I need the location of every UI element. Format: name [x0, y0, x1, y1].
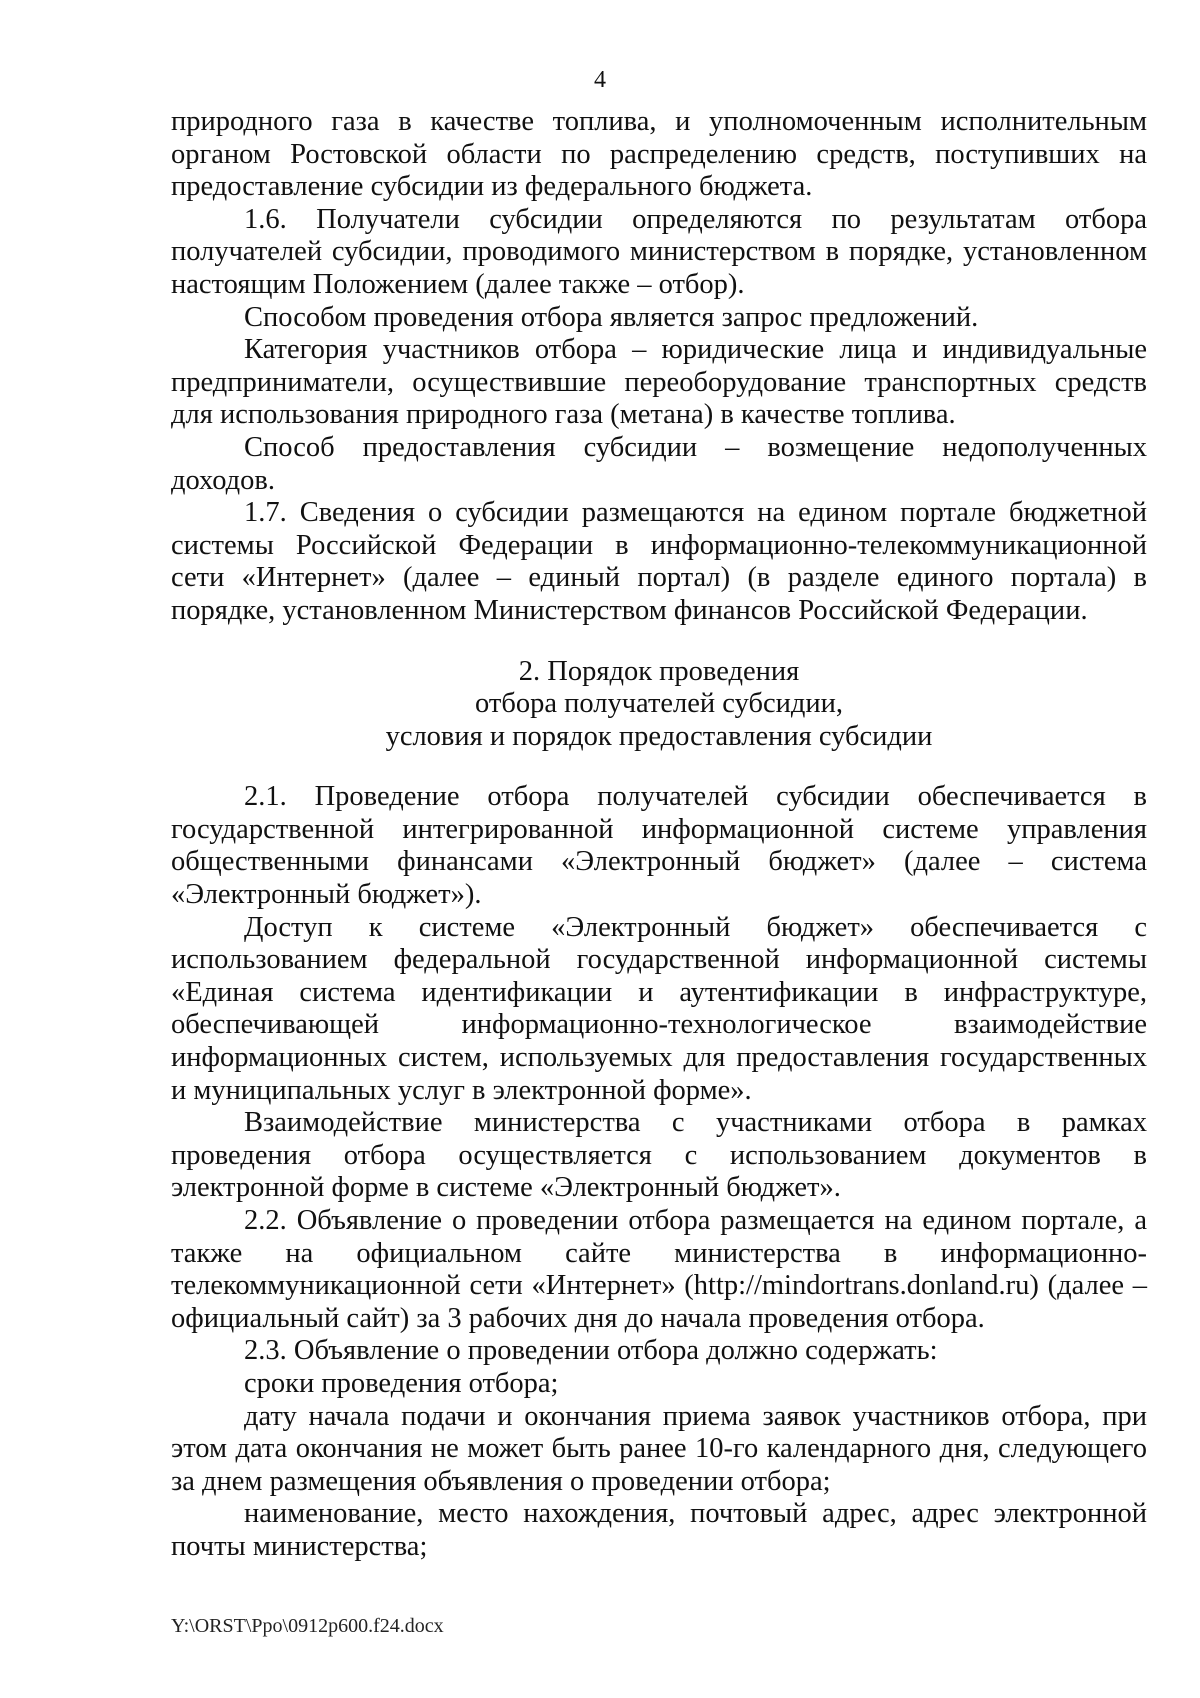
paragraphs-after [171, 781, 1147, 1563]
section-heading-line: отбора получателей субсидии, [475, 688, 843, 720]
list-item: наименование, место нахождения, почтовый адрес, адрес электронной почты министерства; [171, 1498, 1147, 1562]
paragraph-2-1: 2.1. Проведение отбора получателей субсидии обеспечивается в государственной интегрированной информационной системе управления общественными финансами «Электронный бюджет» (далее – система «Электронный бюджет»). [171, 781, 1147, 911]
paragraph-2-3: 2.3. Объявление о проведении отбора должно содержать: [244, 1335, 938, 1367]
paragraph-1-7: 1.7. Сведения о субсидии размещаются на едином портале бюджетной системы Российской Федерации в информационно-телекоммуникационной сети «Интернет» (далее – единый портал) (в разделе единого портала) в порядке, установленном Министерством финансов Российской Федерации. [171, 497, 1147, 626]
page-number: 4 [594, 67, 606, 93]
section-heading [171, 656, 1147, 754]
footer-file-path: Y:\ORST\Ppo\0912p600.f24.docx [171, 1615, 444, 1637]
paragraph-2-2: 2.2. Объявление о проведении отбора размещается на едином портале, а также на официальном сайте министерства в информационно-телекоммуникационной сети «Интернет» (http://mindortrans.donland.ru) (далее – официальный сайт) за 3 рабочих дня до начала проведения отбора. [171, 1205, 1147, 1334]
paragraph: Доступ к системе «Электронный бюджет» обеспечивается с использованием федеральной государственной информационной системы «Единая система идентификации и аутентификации в инфраструктуре, обеспечивающей информационно-технологическое взаимодействие информационных систем, используемых для предоставления государственных и муниципальных услуг в электронной форме». [171, 911, 1147, 1106]
list-item: дату начала подачи и окончания приема заявок участников отбора, при этом дата окончания не может быть ранее 10-го календарного дня, следующего за днем размещения объявления о проведении отбора; [171, 1400, 1147, 1497]
paragraph: Категория участников отбора – юридические лица и индивидуальные предприниматели, осуществившие переоборудование транспортных средств для использования природного газа (метана) в качестве топлива. [171, 334, 1147, 431]
document-body [171, 106, 1147, 1564]
section-heading-line: условия и порядок предоставления субсидии [385, 720, 933, 752]
paragraph: природного газа в качестве топлива, и уполномоченным исполнительным органом Ростовской области по распределению средств, поступивших на предоставление субсидии из федерального бюджета. [171, 106, 1147, 203]
list-item: сроки проведения отбора; [244, 1367, 559, 1399]
paragraph: Способом проведения отбора является запрос предложений. [244, 301, 979, 333]
paragraph: Взаимодействие министерства с участниками отбора в рамках проведения отбора осуществляется с использованием документов в электронной форме в системе «Электронный бюджет». [171, 1107, 1147, 1204]
paragraphs-before [171, 106, 1147, 628]
paragraph-1-6: 1.6. Получатели субсидии определяются по результатам отбора получателей субсидии, проводимого министерством в порядке, установленном настоящим Положением (далее также – отбор). [171, 203, 1147, 300]
paragraph: Способ предоставления субсидии – возмещение недополученных доходов. [171, 431, 1147, 496]
section-heading-line: 2. Порядок проведения [518, 655, 800, 687]
